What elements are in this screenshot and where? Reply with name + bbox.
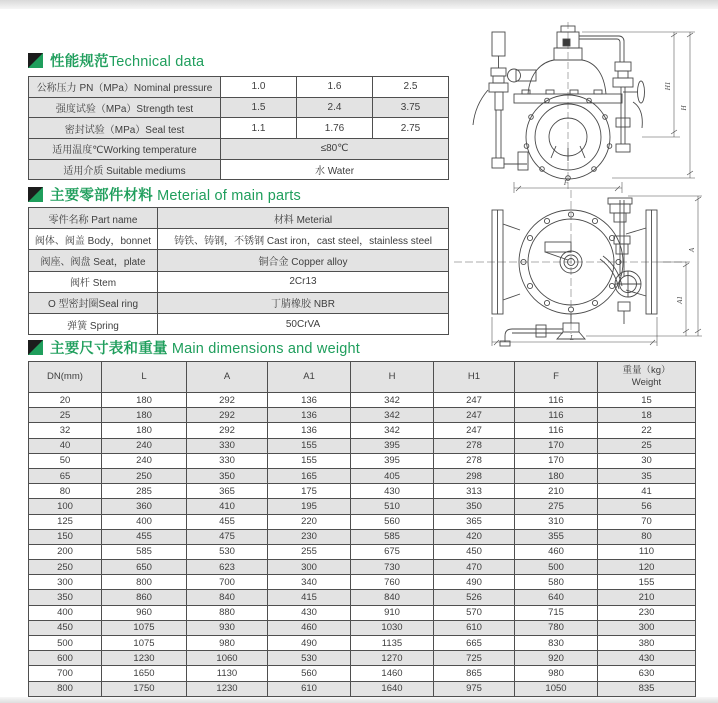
column-header-dn: DN(mm): [29, 362, 102, 393]
table-row: [29, 544, 696, 559]
table-row: [29, 499, 696, 514]
table-cell: 610: [434, 620, 515, 635]
table-cell: 780: [515, 620, 598, 635]
column-header-part-name: 零件名称 Part name: [29, 208, 158, 229]
dimension-label-a1: A1: [676, 296, 684, 304]
table-cell: 1230: [102, 651, 187, 666]
table-row: [29, 159, 449, 180]
green-black-square-icon: [28, 53, 43, 68]
table-cell: 730: [351, 560, 434, 575]
table-cell: 292: [187, 408, 268, 423]
table-cell: 530: [187, 544, 268, 559]
column-header-material: 材料 Meterial: [158, 208, 449, 229]
table-cell: 170: [515, 453, 598, 468]
table-cell: 1130: [187, 666, 268, 681]
table-cell: 25: [598, 438, 696, 453]
table-cell: 250: [102, 468, 187, 483]
technical-data-table: [28, 76, 449, 180]
table-cell: 700: [187, 575, 268, 590]
table-cell: 330: [187, 453, 268, 468]
table-cell: 40: [29, 438, 102, 453]
material-cell: 铸铁、铸钢，不锈钢 Cast iron，cast steel，stainless steel: [158, 229, 449, 250]
table-cell: 930: [187, 620, 268, 635]
table-cell: 430: [351, 484, 434, 499]
table-row: [29, 271, 449, 292]
table-row: [29, 468, 696, 483]
table-cell: 840: [351, 590, 434, 605]
table-cell: 800: [29, 681, 102, 696]
table-cell: 865: [434, 666, 515, 681]
table-cell: 298: [434, 468, 515, 483]
row-label: 强度试验（MPa）Strength test: [29, 97, 221, 118]
table-row: [29, 229, 449, 250]
table-row: [29, 118, 449, 139]
table-cell: 247: [434, 423, 515, 438]
table-cell: 350: [187, 468, 268, 483]
table-cell: 342: [351, 423, 434, 438]
table-cell: 350: [434, 499, 515, 514]
material-cell: 50CrVA: [158, 313, 449, 334]
dimension-label-f: F: [563, 179, 569, 187]
dimension-label-h1: H1: [664, 81, 672, 91]
table-cell: 1.1: [221, 118, 297, 139]
table-cell: 460: [268, 620, 351, 635]
table-row: [29, 514, 696, 529]
table-row: [29, 651, 696, 666]
table-cell: 1030: [351, 620, 434, 635]
table-cell: 430: [268, 605, 351, 620]
table-cell: 2.75: [373, 118, 449, 139]
table-cell: 1750: [102, 681, 187, 696]
dimensions-table: [28, 361, 696, 697]
table-row: [29, 620, 696, 635]
table-cell: 405: [351, 468, 434, 483]
table-cell: 250: [29, 560, 102, 575]
table-cell: 665: [434, 636, 515, 651]
table-cell: 975: [434, 681, 515, 696]
column-header-weight: [598, 362, 696, 393]
table-cell: 585: [102, 544, 187, 559]
table-cell: 30: [598, 453, 696, 468]
weight-header-en: Weight: [631, 377, 662, 388]
part-name-cell: 弹簧 Spring: [29, 313, 158, 334]
table-cell: 490: [268, 636, 351, 651]
section-title-en: Meterial of main parts: [157, 188, 301, 204]
table-cell: 570: [434, 605, 515, 620]
dimension-label-l: L: [570, 334, 574, 342]
table-cell: 15: [598, 393, 696, 408]
table-cell: 2.4: [297, 97, 373, 118]
table-cell: 380: [598, 636, 696, 651]
table-cell: 230: [598, 605, 696, 620]
table-cell: 580: [515, 575, 598, 590]
left-pilot-assembly: [473, 32, 528, 170]
table-cell: 455: [102, 529, 187, 544]
material-cell: 丁腈橡胶 NBR: [158, 292, 449, 313]
table-cell: 25: [29, 408, 102, 423]
table-cell: 125: [29, 514, 102, 529]
table-cell: 310: [515, 514, 598, 529]
table-cell: 1.5: [221, 97, 297, 118]
table-cell: 195: [268, 499, 351, 514]
column-header-a1: A1: [268, 362, 351, 393]
part-name-cell: 阀座、阀盘 Seat，plate: [29, 250, 158, 271]
table-row: [29, 139, 449, 160]
table-cell: 360: [102, 499, 187, 514]
table-cell: 1050: [515, 681, 598, 696]
table-cell: 355: [515, 529, 598, 544]
table-cell: 585: [351, 529, 434, 544]
table-cell: 56: [598, 499, 696, 514]
table-row: [29, 393, 696, 408]
table-cell: 1075: [102, 636, 187, 651]
table-row: [29, 575, 696, 590]
table-cell: 300: [29, 575, 102, 590]
table-cell: 400: [102, 514, 187, 529]
table-cell: 210: [515, 484, 598, 499]
table-cell: 475: [187, 529, 268, 544]
table-cell: 365: [187, 484, 268, 499]
table-cell: 180: [102, 408, 187, 423]
page-bottom-scan-band: [0, 697, 718, 703]
table-cell: 500: [515, 560, 598, 575]
table-cell: 3.75: [373, 97, 449, 118]
table-cell: 920: [515, 651, 598, 666]
green-black-square-icon: [28, 340, 43, 355]
table-cell: 155: [268, 438, 351, 453]
table-cell: 65: [29, 468, 102, 483]
table-cell: 240: [102, 453, 187, 468]
table-cell: 1270: [351, 651, 434, 666]
table-cell: 1230: [187, 681, 268, 696]
table-cell: 395: [351, 438, 434, 453]
table-cell: 835: [598, 681, 696, 696]
table-cell: 860: [102, 590, 187, 605]
material-cell: 2Cr13: [158, 271, 449, 292]
table-cell: 623: [187, 560, 268, 575]
column-header-h: H: [351, 362, 434, 393]
table-cell: 180: [102, 423, 187, 438]
part-name-cell: 阀杆 Stem: [29, 271, 158, 292]
table-cell: 200: [29, 544, 102, 559]
table-row: [29, 453, 696, 468]
section-header-technical-data: [28, 52, 204, 69]
materials-table: [28, 207, 449, 335]
table-cell: 292: [187, 423, 268, 438]
row-label: 密封试验（MPa）Seal test: [29, 118, 221, 139]
section-header-materials: [28, 186, 301, 203]
column-header-a: A: [187, 362, 268, 393]
table-cell: 80: [598, 529, 696, 544]
table-cell: 650: [102, 560, 187, 575]
table-cell: 450: [29, 620, 102, 635]
green-black-square-icon: [28, 187, 43, 202]
table-cell: 830: [515, 636, 598, 651]
table-cell: 430: [598, 651, 696, 666]
table-cell: 980: [187, 636, 268, 651]
table-row: [29, 313, 449, 334]
table-cell: 70: [598, 514, 696, 529]
bonnet-side-port: [508, 69, 537, 82]
table-cell: 170: [515, 438, 598, 453]
table-cell: 80: [29, 484, 102, 499]
table-cell: 610: [268, 681, 351, 696]
table-cell: 715: [515, 605, 598, 620]
table-cell: 365: [434, 514, 515, 529]
table-row: [29, 408, 696, 423]
table-cell: 210: [598, 590, 696, 605]
table-cell: 220: [268, 514, 351, 529]
column-header-l: L: [102, 362, 187, 393]
table-row: [29, 484, 696, 499]
dimension-lines: [492, 196, 702, 346]
valve-front-view-drawing: [452, 6, 707, 198]
table-cell: 180: [515, 468, 598, 483]
table-row: [29, 250, 449, 271]
table-cell: 700: [29, 666, 102, 681]
table-cell: 500: [29, 636, 102, 651]
table-cell: 530: [268, 651, 351, 666]
table-cell: 41: [598, 484, 696, 499]
table-cell: 450: [434, 544, 515, 559]
table-cell: 1460: [351, 666, 434, 681]
table-cell: 35: [598, 468, 696, 483]
table-cell: 116: [515, 408, 598, 423]
dimensions-table-body: [29, 393, 696, 697]
section-title-cn: 主要零部件材料: [50, 188, 153, 204]
table-cell: 400: [29, 605, 102, 620]
table-cell: 278: [434, 438, 515, 453]
table-cell: 136: [268, 408, 351, 423]
table-cell: 300: [598, 620, 696, 635]
table-row: [29, 605, 696, 620]
table-cell: 150: [29, 529, 102, 544]
row-label: 适用温度℃Working temperature: [29, 139, 221, 160]
table-cell: 1640: [351, 681, 434, 696]
table-cell: 水 Water: [221, 159, 449, 180]
table-cell: 760: [351, 575, 434, 590]
table-cell: 800: [102, 575, 187, 590]
section-title-cn: 性能规范: [50, 54, 109, 70]
table-cell: 725: [434, 651, 515, 666]
table-cell: 675: [351, 544, 434, 559]
table-cell: 313: [434, 484, 515, 499]
table-cell: 155: [598, 575, 696, 590]
table-cell: 1.0: [221, 77, 297, 98]
table-cell: ≤80℃: [221, 139, 449, 160]
table-cell: 300: [268, 560, 351, 575]
valve-side-view-drawing: [450, 184, 712, 350]
table-cell: 342: [351, 408, 434, 423]
table-row: [29, 292, 449, 313]
table-cell: 880: [187, 605, 268, 620]
column-header-f: F: [515, 362, 598, 393]
table-cell: 1075: [102, 620, 187, 635]
section-title-cn: 主要尺寸表和重量: [50, 341, 168, 357]
material-cell: 铜合金 Copper alloy: [158, 250, 449, 271]
table-cell: 278: [434, 453, 515, 468]
table-cell: 136: [268, 393, 351, 408]
table-cell: 560: [351, 514, 434, 529]
table-cell: 292: [187, 393, 268, 408]
table-cell: 455: [187, 514, 268, 529]
table-cell: 155: [268, 453, 351, 468]
dimension-label-h: H: [680, 105, 688, 111]
dimension-label-a: A: [688, 247, 696, 253]
section-title: [50, 184, 301, 205]
table-row: [29, 423, 696, 438]
part-name-cell: 阀体、阀盖 Body，bonnet: [29, 229, 158, 250]
table-cell: 460: [515, 544, 598, 559]
table-cell: 275: [515, 499, 598, 514]
table-row: [29, 666, 696, 681]
table-cell: 116: [515, 423, 598, 438]
table-cell: 410: [187, 499, 268, 514]
table-cell: 136: [268, 423, 351, 438]
table-row: [29, 77, 449, 98]
table-cell: 2.5: [373, 77, 449, 98]
table-row: [29, 560, 696, 575]
table-cell: 175: [268, 484, 351, 499]
table-cell: 100: [29, 499, 102, 514]
table-cell: 960: [102, 605, 187, 620]
table-cell: 910: [351, 605, 434, 620]
section-title-en: Technical data: [108, 54, 205, 70]
table-header-row: [29, 362, 696, 393]
table-cell: 470: [434, 560, 515, 575]
table-cell: 240: [102, 438, 187, 453]
table-row: [29, 97, 449, 118]
table-cell: 395: [351, 453, 434, 468]
section-title-en: Main dimensions and weight: [171, 341, 361, 357]
table-row: [29, 681, 696, 696]
table-row: [29, 438, 696, 453]
table-cell: 247: [434, 393, 515, 408]
table-cell: 415: [268, 590, 351, 605]
table-cell: 230: [268, 529, 351, 544]
table-cell: 50: [29, 453, 102, 468]
table-cell: 1650: [102, 666, 187, 681]
table-cell: 285: [102, 484, 187, 499]
table-header-row: [29, 208, 449, 229]
table-cell: 980: [515, 666, 598, 681]
table-cell: 110: [598, 544, 696, 559]
table-row: [29, 590, 696, 605]
needle-valve-and-handwheel: [613, 62, 645, 152]
pilot-piping: [579, 36, 624, 62]
part-name-cell: O 型密封圈Seal ring: [29, 292, 158, 313]
table-cell: 490: [434, 575, 515, 590]
table-row: [29, 529, 696, 544]
table-cell: 120: [598, 560, 696, 575]
table-cell: 350: [29, 590, 102, 605]
table-cell: 247: [434, 408, 515, 423]
table-cell: 526: [434, 590, 515, 605]
table-cell: 20: [29, 393, 102, 408]
table-cell: 640: [515, 590, 598, 605]
section-header-dimensions: [28, 339, 360, 356]
table-cell: 330: [187, 438, 268, 453]
table-cell: 420: [434, 529, 515, 544]
table-cell: 116: [515, 393, 598, 408]
table-cell: 180: [102, 393, 187, 408]
weight-header-cn: 重量（kg）: [622, 365, 671, 377]
table-cell: 1060: [187, 651, 268, 666]
table-cell: 560: [268, 666, 351, 681]
table-cell: 510: [351, 499, 434, 514]
table-cell: 1.6: [297, 77, 373, 98]
table-cell: 32: [29, 423, 102, 438]
section-title: [50, 50, 204, 71]
row-label: 适用介质 Suitable mediums: [29, 159, 221, 180]
table-row: [29, 636, 696, 651]
section-title: [50, 337, 360, 358]
table-cell: 165: [268, 468, 351, 483]
row-label: 公称压力 PN（MPa）Nominal pressure: [29, 77, 221, 98]
column-header-h1: H1: [434, 362, 515, 393]
table-cell: 630: [598, 666, 696, 681]
table-cell: 342: [351, 393, 434, 408]
table-cell: 1.76: [297, 118, 373, 139]
table-cell: 840: [187, 590, 268, 605]
table-cell: 340: [268, 575, 351, 590]
table-cell: 22: [598, 423, 696, 438]
table-cell: 1135: [351, 636, 434, 651]
table-cell: 600: [29, 651, 102, 666]
table-cell: 18: [598, 408, 696, 423]
table-cell: 255: [268, 544, 351, 559]
